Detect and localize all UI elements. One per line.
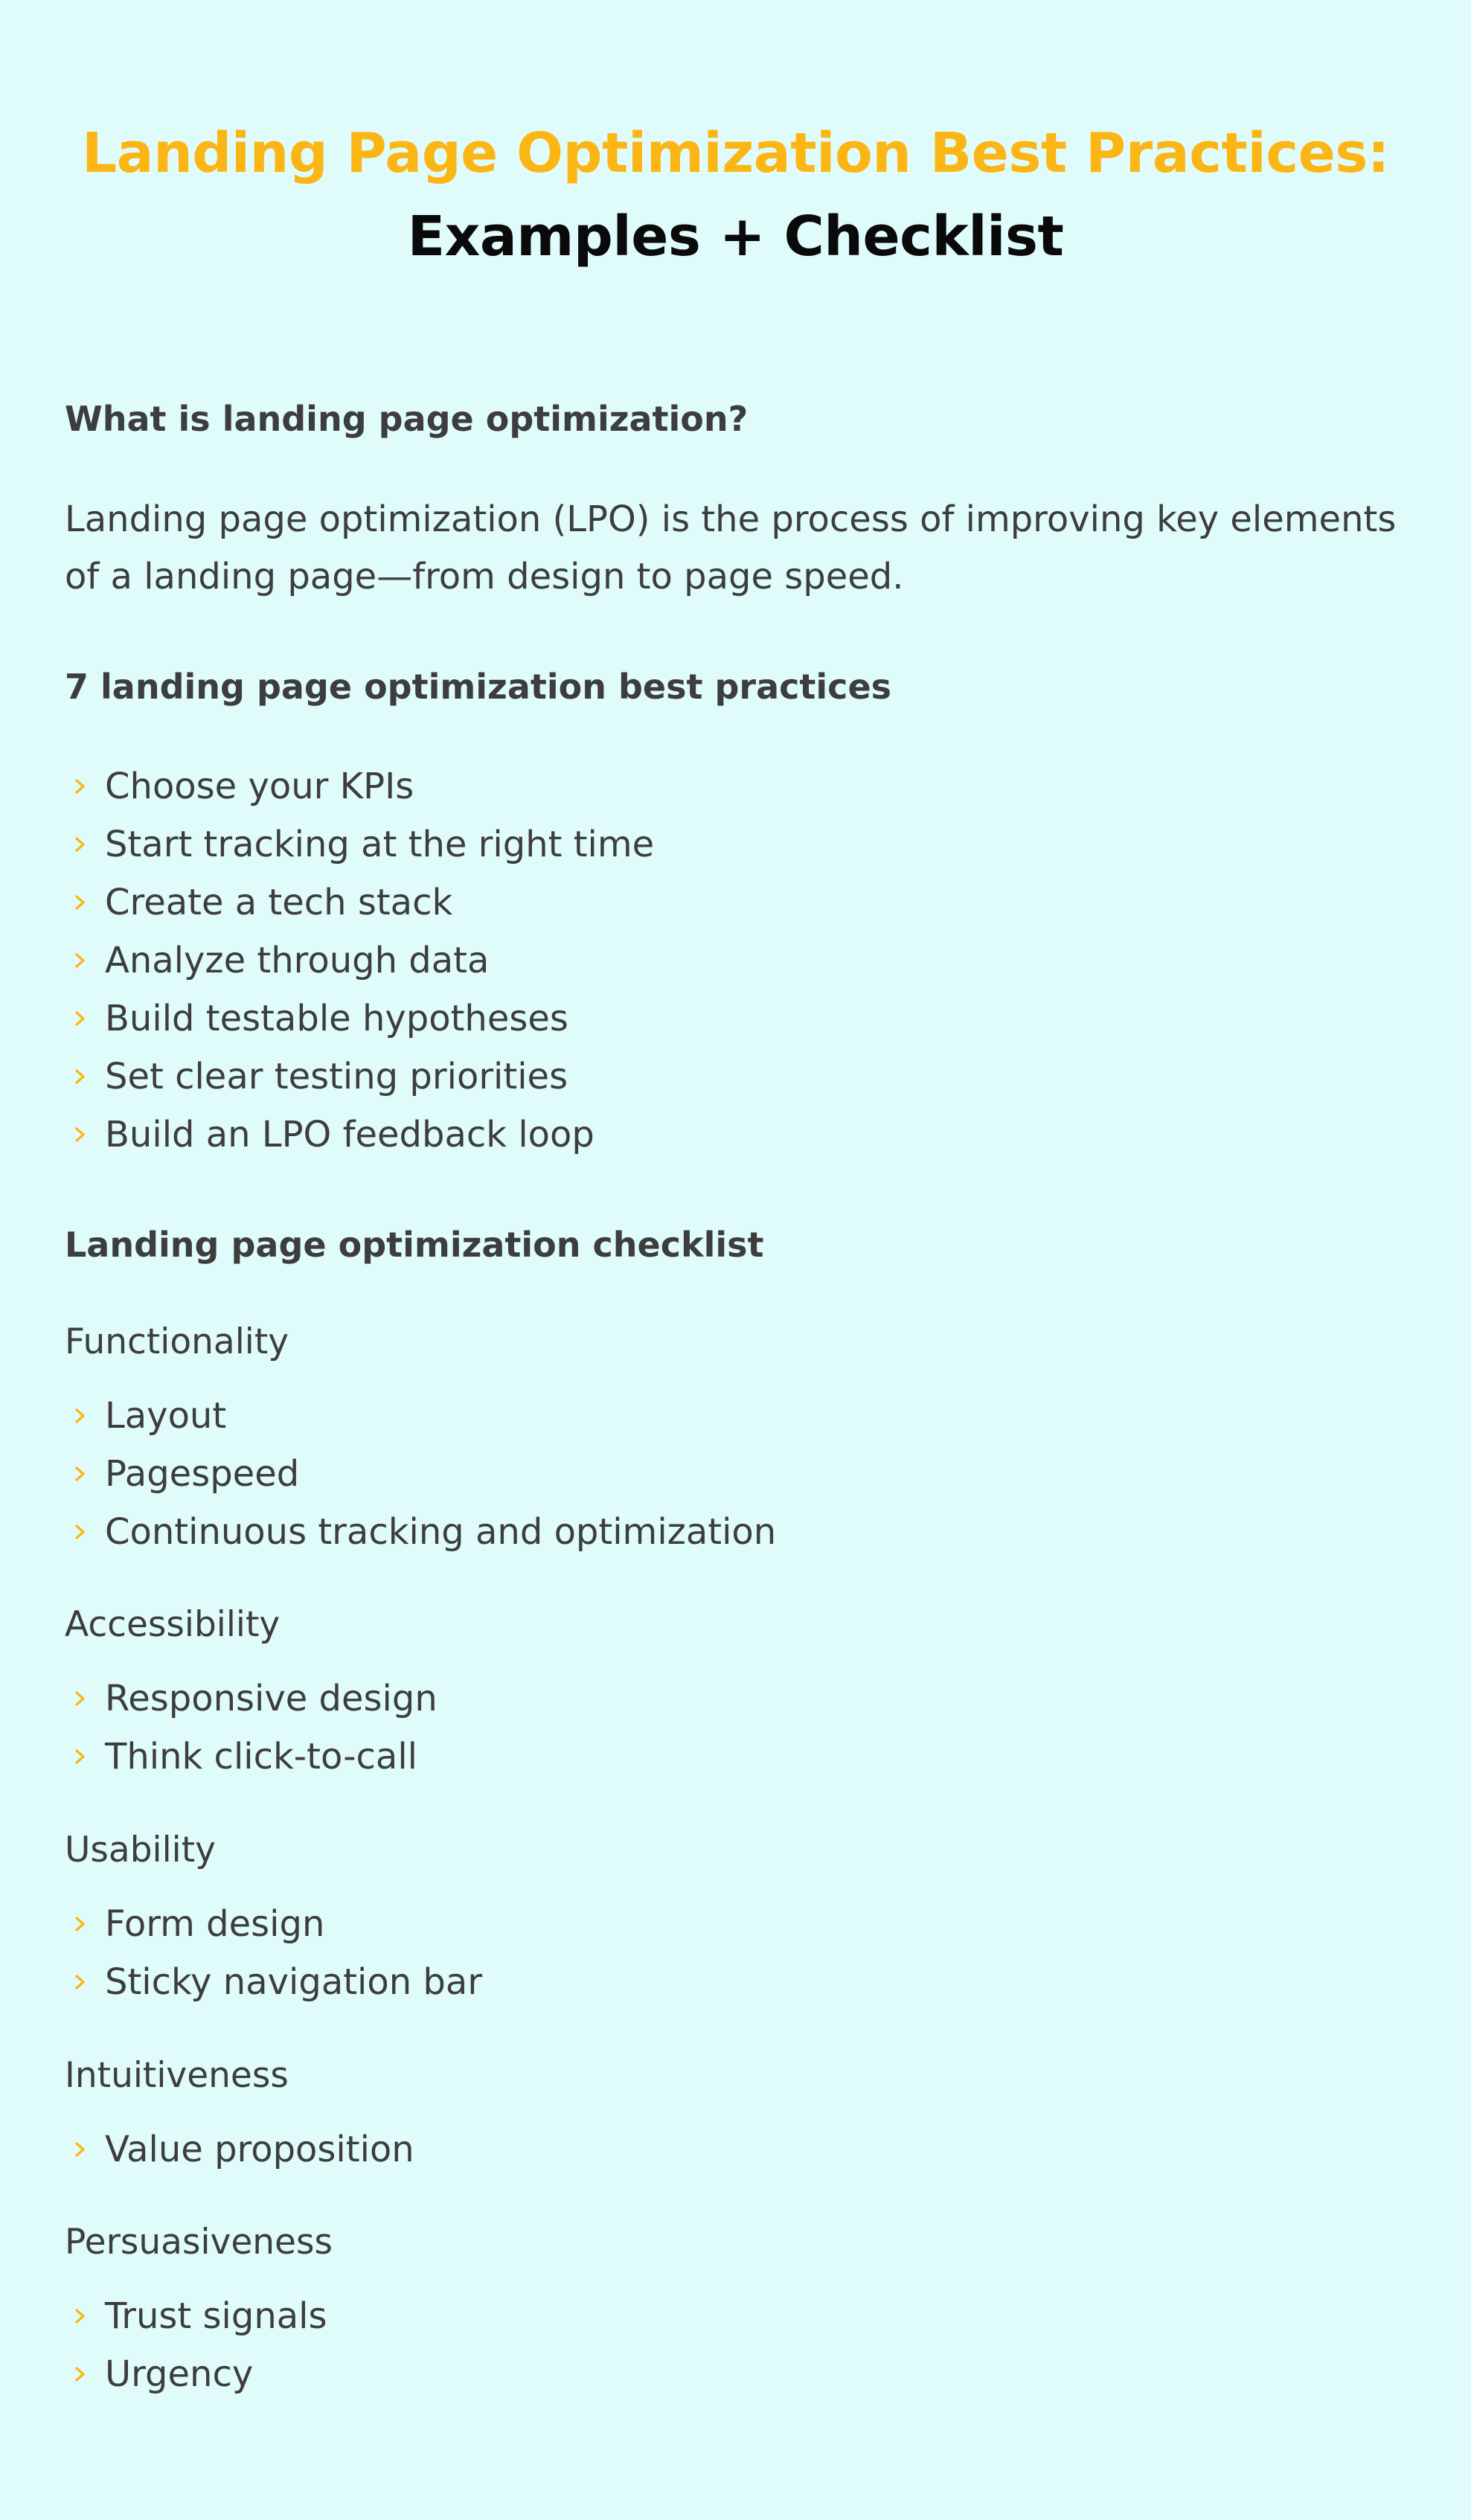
list-item-label: Create a tech stack <box>105 882 453 923</box>
list-item-label: Urgency <box>105 2353 254 2395</box>
chevron-right-icon <box>69 2138 92 2161</box>
checklist-persuasiveness-list <box>65 2287 327 2403</box>
chevron-right-icon <box>69 1745 92 1768</box>
list-item <box>65 1953 482 2011</box>
list-item <box>65 1670 438 1728</box>
list-item <box>65 2287 327 2345</box>
chevron-right-icon <box>69 1405 92 1427</box>
list-item-label: Responsive design <box>105 1678 438 1719</box>
list-item-label: Build an LPO feedback loop <box>105 1114 595 1155</box>
chevron-right-icon <box>69 949 92 972</box>
list-item <box>65 2345 327 2403</box>
best-practices-list <box>65 757 654 1164</box>
checklist-accessibility-list <box>65 1670 438 1786</box>
page-title-line-1: Landing Page Optimization Best Practices: <box>82 121 1389 185</box>
chevron-right-icon <box>69 1065 92 1088</box>
chevron-right-icon <box>69 1521 92 1543</box>
checklist-usability-list <box>65 1895 482 2011</box>
chevron-right-icon <box>69 1913 92 1935</box>
list-item <box>65 873 654 932</box>
list-item-label: Value proposition <box>105 2129 414 2170</box>
chevron-right-icon <box>69 2305 92 2327</box>
list-item <box>65 1048 654 1106</box>
checklist-group-title-usability: Usability <box>65 1830 216 1870</box>
list-item-label: Form design <box>105 1903 325 1945</box>
list-item <box>65 757 654 815</box>
chevron-right-icon <box>69 833 92 856</box>
list-item <box>65 1728 438 1786</box>
list-item-label: Layout <box>105 1395 227 1437</box>
checklist-group-title-functionality: Functionality <box>65 1321 289 1362</box>
list-item-label: Think click-to-call <box>105 1736 417 1777</box>
checklist-heading: Landing page optimization checklist <box>65 1225 764 1265</box>
chevron-right-icon <box>69 2363 92 2385</box>
best-practices-heading: 7 landing page optimization best practices <box>65 667 892 707</box>
list-item-label: Analyze through data <box>105 940 490 981</box>
chevron-right-icon <box>69 891 92 914</box>
list-item <box>65 1503 776 1561</box>
chevron-right-icon <box>69 1971 92 1993</box>
list-item-label: Trust signals <box>105 2295 327 2337</box>
chevron-right-icon <box>69 1687 92 1710</box>
list-item-label: Sticky navigation bar <box>105 1961 483 2003</box>
chevron-right-icon <box>69 1123 92 1146</box>
list-item <box>65 2120 414 2178</box>
list-item <box>65 1387 776 1445</box>
list-item-label: Build testable hypotheses <box>105 998 568 1039</box>
list-item-label: Choose your KPIs <box>105 766 414 807</box>
list-item <box>65 1106 654 1164</box>
what-is-heading: What is landing page optimization? <box>65 399 749 439</box>
checklist-group-title-intuitiveness: Intuitiveness <box>65 2055 289 2096</box>
list-item <box>65 932 654 990</box>
chevron-right-icon <box>69 1007 92 1030</box>
list-item-label: Start tracking at the right time <box>105 824 655 865</box>
chevron-right-icon <box>69 1463 92 1485</box>
checklist-group-title-persuasiveness: Persuasiveness <box>65 2222 333 2263</box>
list-item <box>65 815 654 873</box>
checklist-group-title-accessibility: Accessibility <box>65 1604 281 1645</box>
list-item-label: Set clear testing priorities <box>105 1056 568 1097</box>
checklist-functionality-list <box>65 1387 776 1561</box>
list-item-label: Pagespeed <box>105 1453 300 1495</box>
list-item <box>65 1895 482 1953</box>
checklist-intuitiveness-list <box>65 2120 414 2178</box>
page-title-line-2: Examples + Checklist <box>407 205 1064 269</box>
chevron-right-icon <box>69 775 92 798</box>
list-item-label: Continuous tracking and optimization <box>105 1511 777 1553</box>
what-is-body: Landing page optimization (LPO) is the process of improving key elements of a landing page—from design to page speed. <box>65 498 1397 597</box>
list-item <box>65 1445 776 1503</box>
list-item <box>65 990 654 1048</box>
